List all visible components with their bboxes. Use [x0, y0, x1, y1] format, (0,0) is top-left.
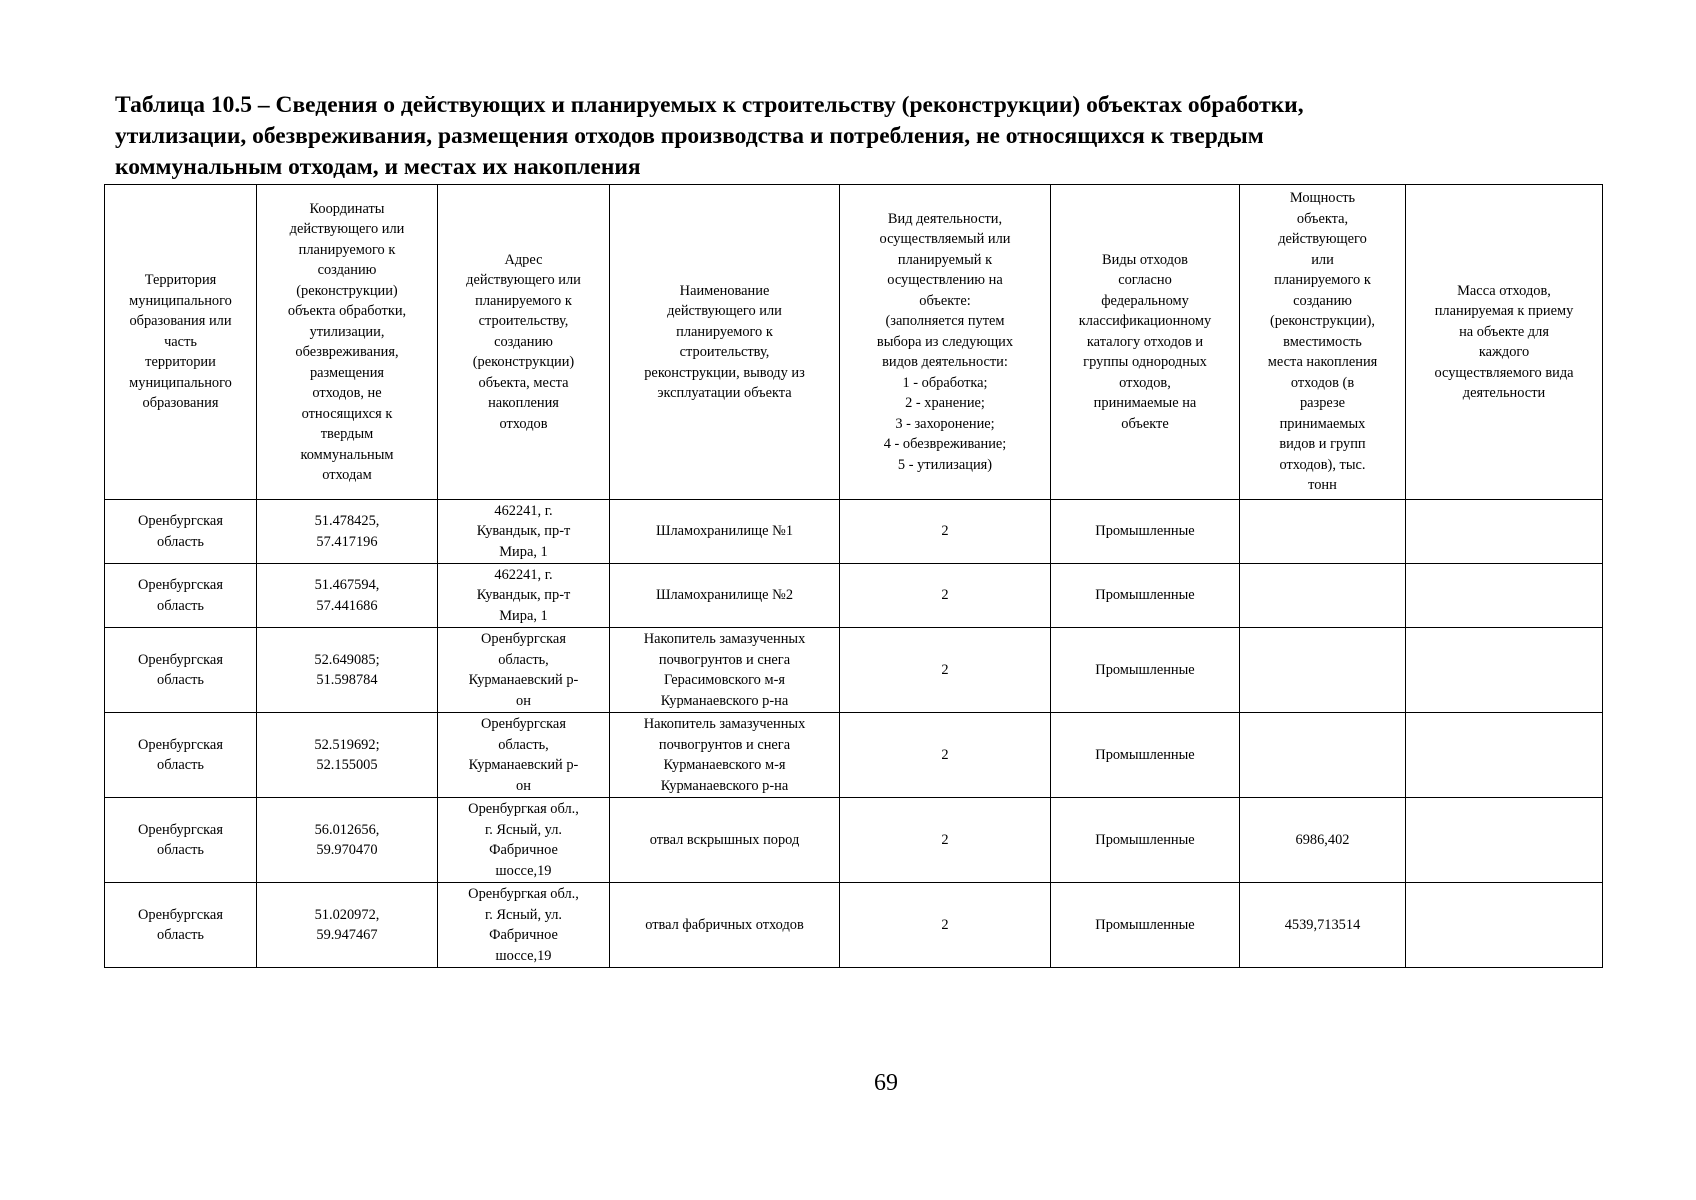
- table-cell: 2: [840, 883, 1051, 968]
- table-cell: [1406, 798, 1603, 883]
- table-cell: Накопитель замазученных почвогрунтов и снега Герасимовского м-я Курманаевского р-на: [610, 628, 840, 713]
- header-cell: Территория муниципального образования или часть территории муниципального образования: [105, 185, 257, 500]
- table-cell: 51.020972, 59.947467: [257, 883, 438, 968]
- table-row: [105, 628, 1603, 713]
- table-cell: Оренбургская область: [105, 713, 257, 798]
- table-cell: 52.519692; 52.155005: [257, 713, 438, 798]
- table-title: [115, 90, 1615, 183]
- table-cell: [1406, 564, 1603, 628]
- waste-facilities-table: [104, 184, 1603, 968]
- table-cell: 2: [840, 500, 1051, 564]
- table-cell: 2: [840, 798, 1051, 883]
- table-cell: Промышленные: [1051, 500, 1240, 564]
- table-cell: 6986,402: [1240, 798, 1406, 883]
- header-cell: Виды отходов согласно федеральному классификационному каталогу отходов и группы однородных отходов, принимаемые на объекте: [1051, 185, 1240, 500]
- table-cell: 2: [840, 628, 1051, 713]
- header-cell: Мощность объекта, действующего или планируемого к созданию (реконструкции), вместимость места накопления отходов (в разрезе принимаемых видов и групп отходов), тыс. тонн: [1240, 185, 1406, 500]
- title-line: коммунальным отходам, и местах их накопления: [115, 154, 641, 180]
- table-cell: 2: [840, 564, 1051, 628]
- table-cell: Оренбургская область: [105, 628, 257, 713]
- header-cell: Масса отходов, планируемая к приему на объекте для каждого осуществляемого вида деятельности: [1406, 185, 1603, 500]
- table-row: [105, 798, 1603, 883]
- table-cell: Оренбургская область: [105, 798, 257, 883]
- table-cell: [1406, 713, 1603, 798]
- table-cell: [1406, 628, 1603, 713]
- table-cell: 2: [840, 713, 1051, 798]
- table-cell: Промышленные: [1051, 628, 1240, 713]
- table-cell: [1240, 564, 1406, 628]
- table-cell: Шламохранилище №2: [610, 564, 840, 628]
- table-cell: отвал фабричных отходов: [610, 883, 840, 968]
- header-cell: Вид деятельности, осуществляемый или планируемый к осуществлению на объекте: (заполняется путем выбора из следующих видов деятельности: 1 - обработка; 2 - хранение; 3 - захоронение; 4 - обезвреживание; 5 - утилизация): [840, 185, 1051, 500]
- table-cell: Оренбургская область, Курманаевский р- он: [438, 713, 610, 798]
- title-line: Таблица 10.5 – Сведения о действующих и планируемых к строительству (реконструкции) объектах обработки,: [115, 92, 1304, 118]
- table-cell: Оренбургкая обл., г. Ясный, ул. Фабричное шоссе,19: [438, 798, 610, 883]
- table-cell: 52.649085; 51.598784: [257, 628, 438, 713]
- table-cell: Промышленные: [1051, 798, 1240, 883]
- header-cell: Координаты действующего или планируемого к созданию (реконструкции) объекта обработки, утилизации, обезвреживания, размещения отходов, не относящихся к твердым коммунальным отходам: [257, 185, 438, 500]
- header-cell: Наименование действующего или планируемого к строительству, реконструкции, выводу из эксплуатации объекта: [610, 185, 840, 500]
- table-cell: Шламохранилище №1: [610, 500, 840, 564]
- header-row: [105, 185, 1603, 500]
- title-line: утилизации, обезвреживания, размещения отходов производства и потребления, не относящихся к твердым: [115, 123, 1264, 149]
- table-row: [105, 500, 1603, 564]
- table-cell: 462241, г. Кувандык, пр-т Мира, 1: [438, 500, 610, 564]
- table-cell: 56.012656, 59.970470: [257, 798, 438, 883]
- table-cell: 51.478425, 57.417196: [257, 500, 438, 564]
- table-cell: 4539,713514: [1240, 883, 1406, 968]
- page-number: 69: [874, 1070, 898, 1096]
- table-cell: [1406, 883, 1603, 968]
- table-row: [105, 713, 1603, 798]
- table-cell: Промышленные: [1051, 883, 1240, 968]
- header-cell: Адрес действующего или планируемого к строительству, созданию (реконструкции) объекта, места накопления отходов: [438, 185, 610, 500]
- table-row: [105, 564, 1603, 628]
- table-cell: [1240, 628, 1406, 713]
- table-cell: Промышленные: [1051, 564, 1240, 628]
- table-cell: Накопитель замазученных почвогрунтов и снега Курманаевского м-я Курманаевского р-на: [610, 713, 840, 798]
- table-cell: Оренбургская область: [105, 883, 257, 968]
- table-cell: [1240, 500, 1406, 564]
- table-row: [105, 883, 1603, 968]
- table-cell: отвал вскрышных пород: [610, 798, 840, 883]
- table-cell: Оренбургская область: [105, 564, 257, 628]
- table-cell: Оренбургская область: [105, 500, 257, 564]
- table-cell: 462241, г. Кувандык, пр-т Мира, 1: [438, 564, 610, 628]
- table-cell: [1406, 500, 1603, 564]
- table-cell: Промышленные: [1051, 713, 1240, 798]
- table-cell: Оренбургкая обл., г. Ясный, ул. Фабричное шоссе,19: [438, 883, 610, 968]
- table-cell: 51.467594, 57.441686: [257, 564, 438, 628]
- table-cell: Оренбургская область, Курманаевский р- он: [438, 628, 610, 713]
- table-cell: [1240, 713, 1406, 798]
